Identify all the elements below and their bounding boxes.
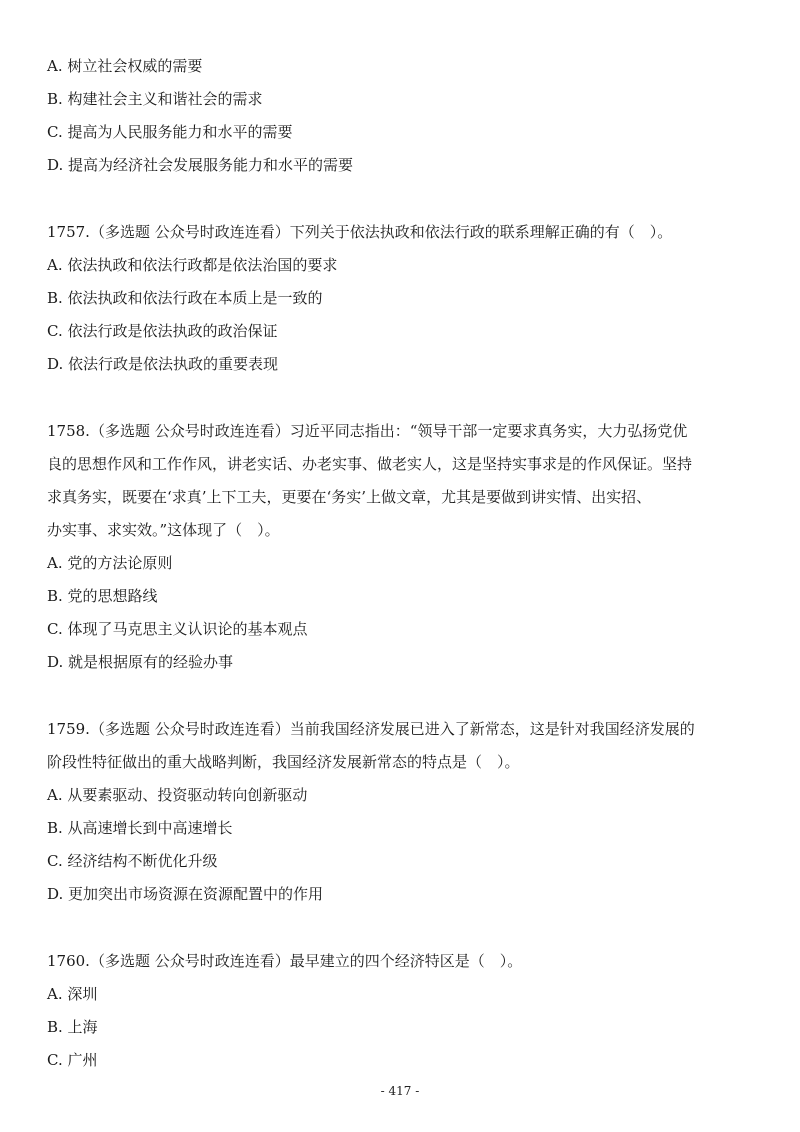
question-stem: 1760.（多选题 公众号时政连连看）最早建立的四个经济特区是（ ）。 <box>47 952 523 970</box>
option-d: D. 就是根据原有的经验办事 <box>47 653 234 671</box>
question-stem-line: 1758.（多选题 公众号时政连连看）习近平同志指出：“领导干部一定要求真务实，大力弘扬党优 <box>47 422 688 440</box>
option-d: D. 依法行政是依法执政的重要表现 <box>47 355 279 373</box>
option-a: A. 树立社会权威的需要 <box>47 57 203 75</box>
option-a: A. 党的方法论原则 <box>47 554 173 572</box>
option-c: C. 体现了马克思主义认识论的基本观点 <box>47 620 308 638</box>
option-d: D. 提高为经济社会发展服务能力和水平的需要 <box>47 156 354 174</box>
question-stem: 1757.（多选题 公众号时政连连看）下列关于依法执政和依法行政的联系理解正确的有（ ）。 <box>47 223 673 241</box>
option-c: C. 经济结构不断优化升级 <box>47 852 218 870</box>
option-b: B. 党的思想路线 <box>47 587 158 605</box>
question-1759 <box>47 713 757 911</box>
option-b: B. 从高速增长到中高速增长 <box>47 819 233 837</box>
question-1760 <box>47 945 757 1077</box>
page-number: - 417 - <box>380 1084 420 1098</box>
option-b: B. 上海 <box>47 1018 98 1036</box>
question-stem <box>47 415 757 547</box>
question-stem-line: 1759.（多选题 公众号时政连连看）当前我国经济发展已进入了新常态，这是针对我国经济发展的 <box>47 720 695 738</box>
question-stem-line: 办实事、求实效。”这体现了（ ）。 <box>47 521 280 539</box>
option-c: C. 依法行政是依法执政的政治保证 <box>47 322 278 340</box>
option-d: D. 更加突出市场资源在资源配置中的作用 <box>47 885 324 903</box>
question-stem-line: 良的思想作风和工作作风，讲老实话、办老实事、做老实人，这是坚持实事求是的作风保证。坚持 <box>47 455 693 473</box>
question-stem-line: 阶段性特征做出的重大战略判断，我国经济发展新常态的特点是（ ）。 <box>47 753 520 771</box>
option-a: A. 从要素驱动、投资驱动转向创新驱动 <box>47 786 308 804</box>
option-c: C. 广州 <box>47 1051 98 1069</box>
question-prev-options <box>47 50 757 182</box>
option-a: A. 深圳 <box>47 985 98 1003</box>
question-stem-line: 求真务实，既要在‘求真’上下工夫，更要在‘务实’上做文章，尤其是要做到讲实情、出实招、 <box>47 488 652 506</box>
option-c: C. 提高为人民服务能力和水平的需要 <box>47 123 293 141</box>
question-1758 <box>47 415 757 679</box>
option-a: A. 依法执政和依法行政都是依法治国的要求 <box>47 256 338 274</box>
question-stem <box>47 713 757 779</box>
option-b: B. 依法执政和依法行政在本质上是一致的 <box>47 289 323 307</box>
question-1757 <box>47 216 757 381</box>
option-b: B. 构建社会主义和谐社会的需求 <box>47 90 263 108</box>
document-page <box>47 50 757 1077</box>
